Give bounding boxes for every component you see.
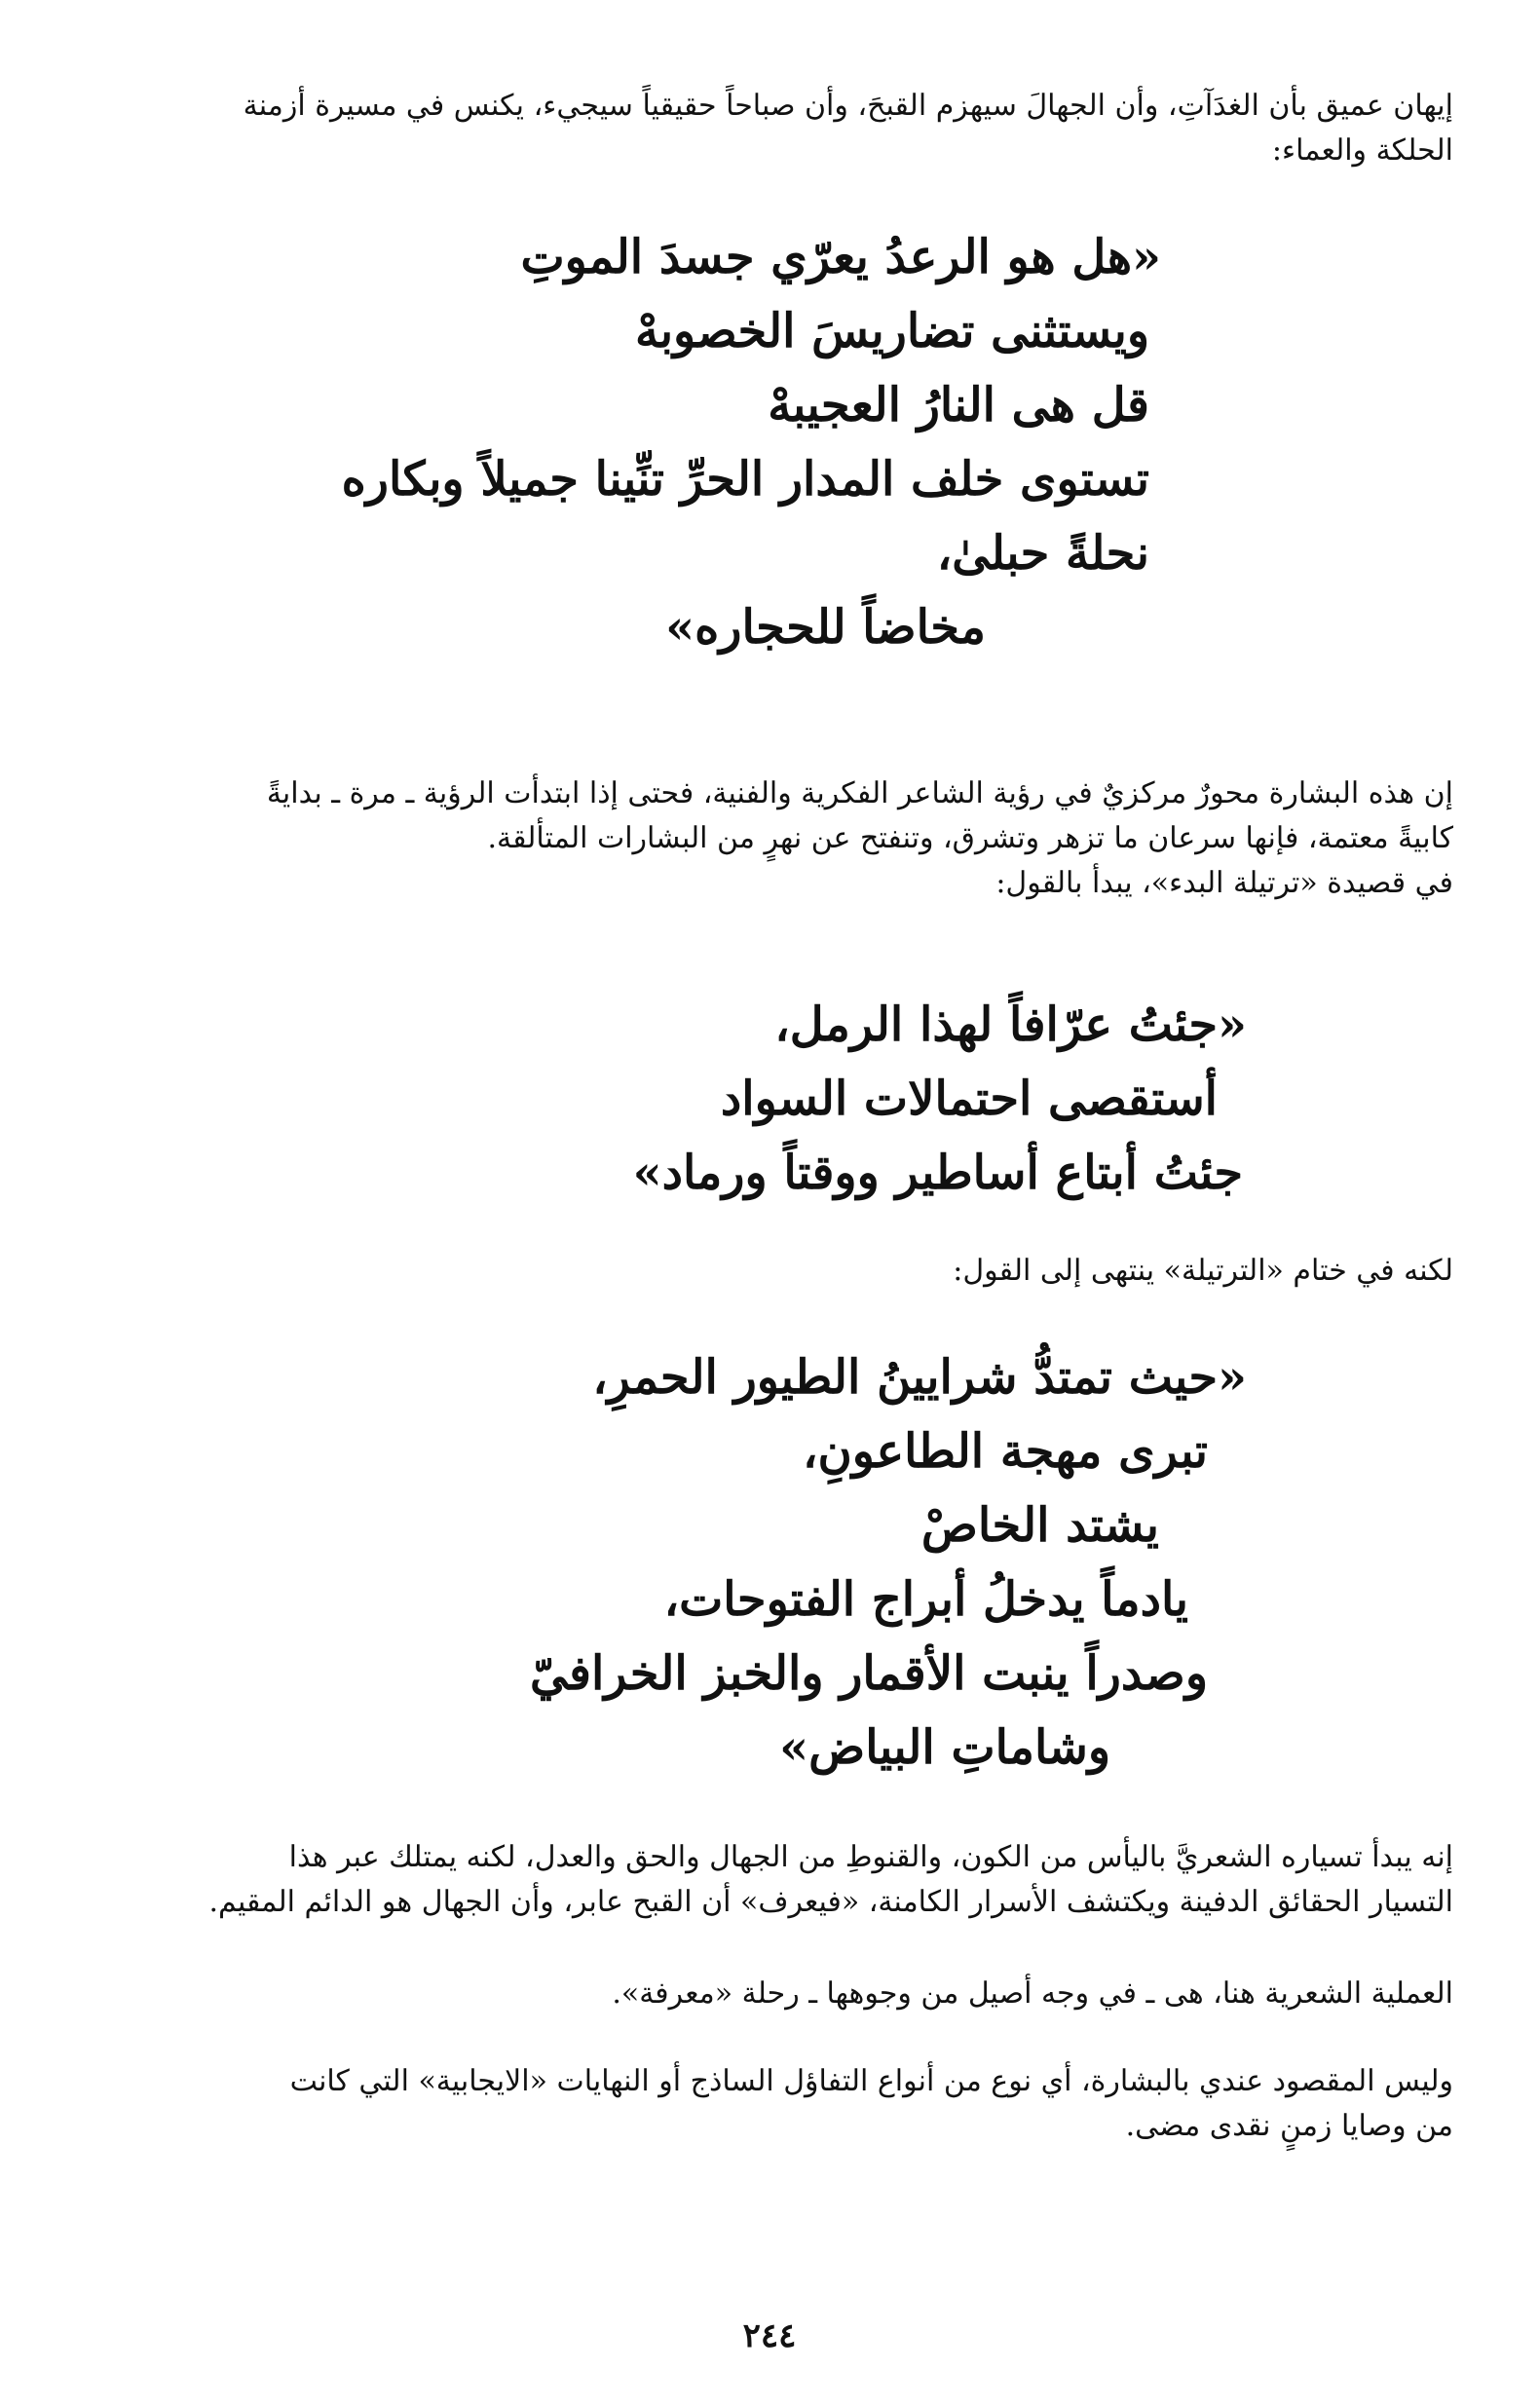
verse-line: تستوى خلف المدار الحرِّ تنِّينا جميلاً وبكاره — [341, 452, 1149, 507]
text-line: التسيار الحقائق الدفينة ويكتشف الأسرار الكامنة، «فيعرف» أن القبح عابر، وأن الجهال هو الدائم المقيم. — [208, 1885, 1453, 1919]
verse-line: «هل هو الرعدُ يعرّي جسدَ الموتِ — [520, 230, 1161, 284]
verse-line: أستقصى احتمالات السواد — [720, 1072, 1218, 1126]
verse-line: «جئتُ عرّافاً لهذا الرمل، — [774, 997, 1247, 1052]
text-line: إنه يبدأ تسياره الشعريَّ باليأس من الكون، والقنوطِ من الجهال والحق والعدل، لكنه يمتلك عبر هذا — [288, 1840, 1453, 1874]
paragraph-knowledge — [85, 1972, 1453, 2016]
paragraph-ending-intro — [85, 1249, 1453, 1294]
text-line: العملية الشعرية هنا، هى ـ في وجه أصيل من وجوهها ـ رحلة «معرفة». — [612, 1976, 1453, 2011]
text-line: الحلكة والعماء: — [1271, 133, 1453, 168]
paragraph-optimism — [85, 2059, 1453, 2149]
verse-block-beginning — [633, 988, 1247, 1210]
verse-block-ending — [530, 1340, 1247, 1785]
text-line: لكنه في ختام «الترتيلة» ينتهى إلى القول: — [953, 1254, 1453, 1288]
verse-line: يادماً يدخلُ أبراج الفتوحات، — [663, 1572, 1188, 1627]
verse-line: ويستثنى تضاريسَ الخصوبهْ — [634, 304, 1149, 358]
verse-line: تبرى مهجة الطاعونِ، — [802, 1424, 1208, 1479]
paragraph-journey — [85, 1835, 1453, 1925]
text-line: وليس المقصود عندي بالبشارة، أي نوع من أنواع التفاؤل الساذج أو النهايات «الايجابية» التي كانت — [289, 2064, 1453, 2098]
text-line: من وصايا زمنٍ نقدى مضى. — [1125, 2109, 1453, 2143]
verse-line: «حيث تمتدُّ شرايينُ الطيور الحمرِ، — [592, 1350, 1247, 1405]
text-line: في قصيدة «ترتيلة البدء»، يبدأ بالقول: — [995, 866, 1453, 900]
verse-block-thunder — [342, 220, 1161, 664]
text-line: كابيةً معتمة، فإنها سرعان ما تزهر وتشرق، وتنفتح عن نهرٍ من البشارات المتألقة. — [487, 821, 1453, 855]
text-line: إن هذه البشارة محورٌ مركزيٌ في رؤية الشاعر الفكرية والفنية، فحتى إذا ابتدأت الرؤية ـ مرة ـ بدايةً — [266, 776, 1453, 810]
paragraph-prophecy — [85, 771, 1453, 906]
verse-line: نحلةً حبلىٰ، — [936, 526, 1149, 581]
paragraph-intro — [85, 84, 1453, 173]
verse-line: جئتُ أبتاع أساطير ووقتاً ورماد» — [632, 1146, 1243, 1200]
verse-line: مخاضاً للحجاره» — [665, 600, 986, 655]
verse-line: وصدراً ينبت الأقمار والخبز الخرافيّ — [530, 1646, 1208, 1701]
page-number: ٢٤٤ — [742, 2316, 797, 2355]
verse-line: يشتد الخاصْ — [920, 1498, 1159, 1553]
verse-line: وشاماتِ البياض» — [779, 1720, 1110, 1775]
verse-line: قل هى النارُ العجيبهْ — [768, 378, 1149, 433]
text-line: إيهان عميق بأن الغدَآتِ، وأن الجهالَ سيهزم القبحَ، وأن صباحاً حقيقياً سيجيء، يكنس في مسيرة أزمنة — [243, 89, 1453, 123]
